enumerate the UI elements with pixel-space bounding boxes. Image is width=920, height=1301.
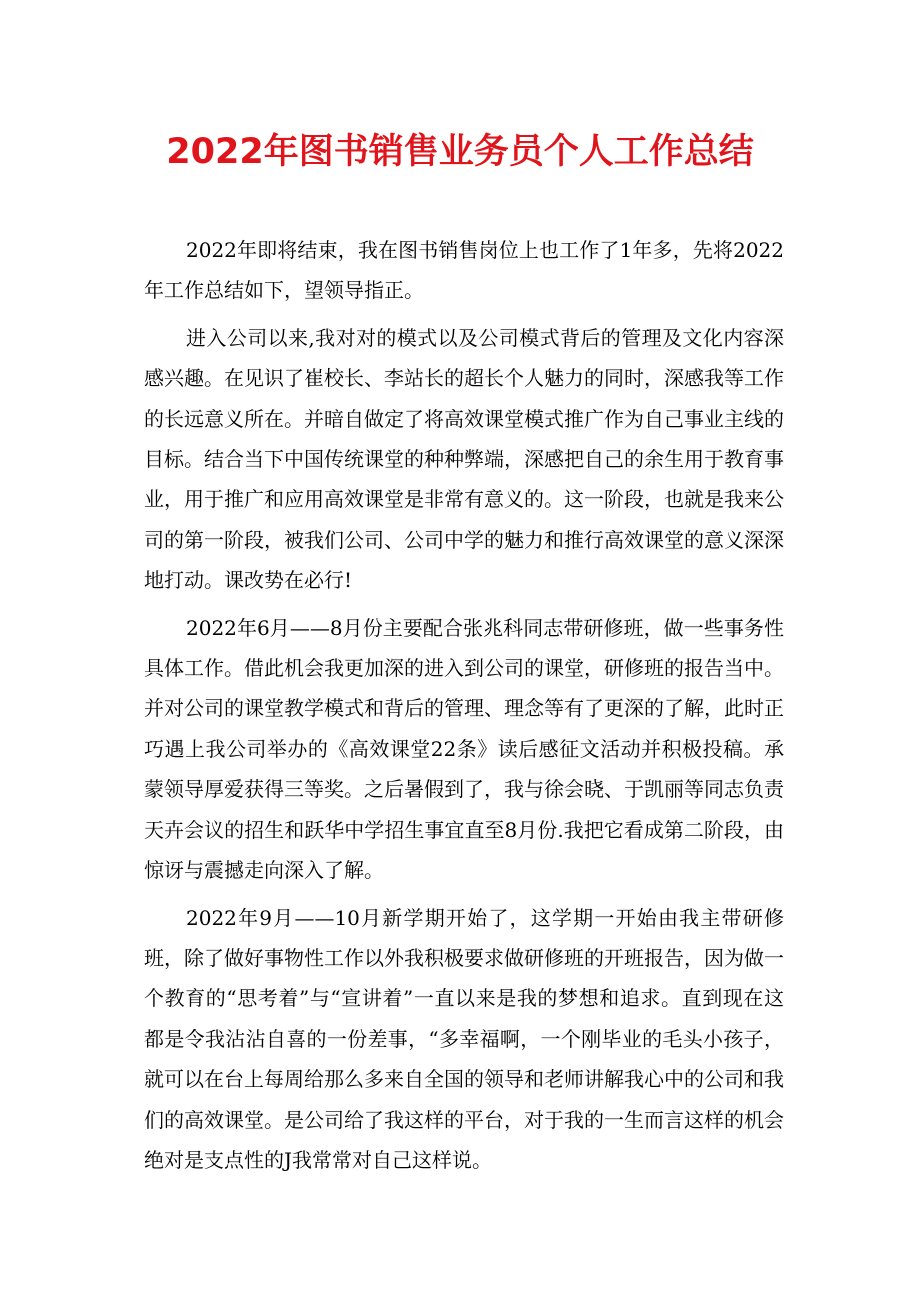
document-body	[144, 230, 784, 1187]
paragraph-stage-two: 2022年6月——8月份主要配合张兆科同志带研修班，做一些事务性具体工作。借此机会我更加深的进入到公司的课堂，研修班的报告当中。并对公司的课堂教学模式和背后的管理、理念等有了更深的了解，此时正巧遇上我公司举办的《高效课堂22条》读后感征文活动并积极投稿。承蒙领导厚爱获得三等奖。之后暑假到了，我与徐会晓、于凯丽等同志负责天卉会议的招生和跃华中学招生事宜直至8月份.我把它看成第二阶段，由惊讶与震撼走向深入了解。	[144, 615, 784, 883]
paragraph-stage-one: 进入公司以来,我对对的模式以及公司模式背后的管理及文化内容深感兴趣。在见识了崔校长、李站长的超长个人魅力的同时，深感我等工作的长远意义所在。并暗自做定了将高效课堂模式推广作为自己事业主线的目标。结合当下中国传统课堂的种种弊端，深感把自己的余生用于教育事业，用于推广和应用高效课堂是非常有意义的。这一阶段，也就是我来公司的第一阶段，被我们公司、公司中学的魅力和推行高效课堂的意义深深地打动。课改势在必行!	[144, 325, 784, 593]
paragraph-intro: 2022年即将结束，我在图书销售岗位上也工作了1年多，先将2022年工作总结如下，望领导指正。	[144, 238, 784, 303]
paragraph-stage-three: 2022年9月——10月新学期开始了，这学期一开始由我主带研修班，除了做好事物性工作以外我积极要求做研修班的开班报告，因为做一个教育的“思考着”与“宣讲着”一直以来是我的梦想和追求。直到现在这都是令我沾沾自喜的一份差事，“多幸福啊，一个刚毕业的毛头小孩子，就可以在台上每周给那么多来自全国的领导和老师讲解我心中的公司和我们的高效课堂。是公司给了我这样的平台，对于我的一生而言这样的机会绝对是支点性的J我常常对自己这样说。	[144, 905, 784, 1172]
document-title: 2022年图书销售业务员个人工作总结	[166, 132, 754, 172]
